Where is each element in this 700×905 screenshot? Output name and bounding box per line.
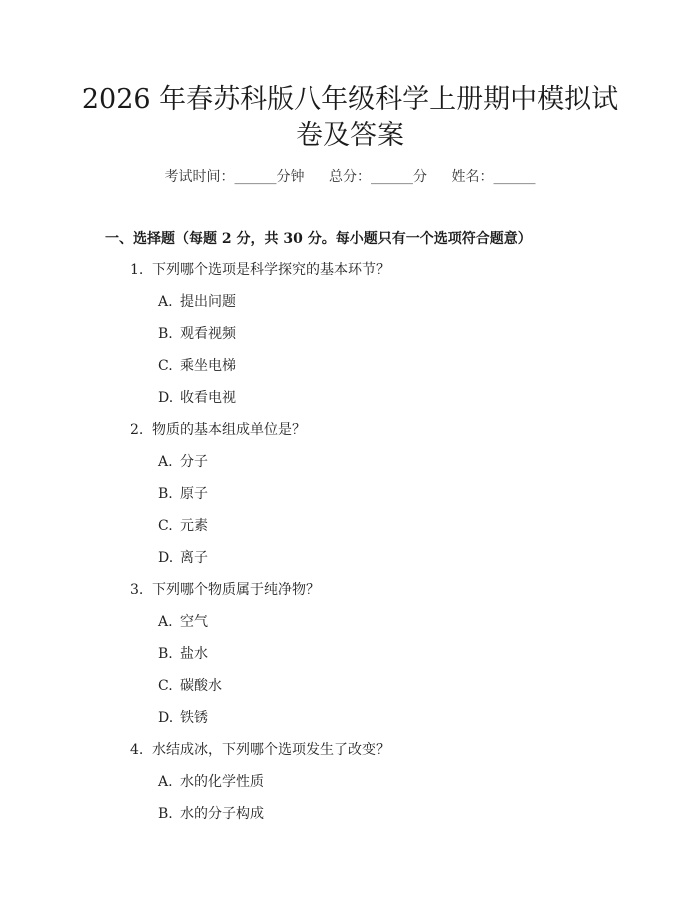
option-letter: C. bbox=[158, 678, 173, 694]
option-letter: A. bbox=[158, 294, 173, 310]
option-text: 元素 bbox=[180, 518, 208, 534]
option-letter: A. bbox=[158, 774, 173, 790]
question-text: 物质的基本组成单位是？ bbox=[152, 422, 306, 438]
question-4-option-a bbox=[158, 772, 264, 792]
question-1-option-b bbox=[158, 324, 236, 344]
total-score-field: 总分：______分 bbox=[329, 169, 427, 185]
option-letter: C. bbox=[158, 518, 173, 534]
option-letter: B. bbox=[158, 806, 173, 822]
exam-info-row bbox=[0, 167, 700, 187]
question-2-option-c bbox=[158, 516, 208, 536]
option-letter: D. bbox=[158, 710, 174, 726]
question-4 bbox=[130, 740, 390, 760]
question-3-option-a bbox=[158, 612, 208, 632]
option-letter: B. bbox=[158, 646, 173, 662]
question-text: 下列哪个物质属于纯净物？ bbox=[152, 582, 320, 598]
option-letter: C. bbox=[158, 358, 173, 374]
option-text: 碳酸水 bbox=[180, 678, 222, 694]
option-text: 盐水 bbox=[180, 646, 208, 662]
question-2-option-b bbox=[158, 484, 208, 504]
option-text: 乘坐电梯 bbox=[180, 358, 236, 374]
question-number: 1. bbox=[130, 262, 144, 278]
question-2-option-a bbox=[158, 452, 208, 472]
question-3-option-b bbox=[158, 644, 208, 664]
option-text: 收看电视 bbox=[180, 390, 236, 406]
question-2 bbox=[130, 420, 306, 440]
question-text: 水结成冰，下列哪个选项发生了改变？ bbox=[152, 742, 390, 758]
option-text: 空气 bbox=[180, 614, 208, 630]
exam-time-field: 考试时间：______分钟 bbox=[164, 169, 305, 185]
document-title-line-1: 2026 年春苏科版八年级科学上册期中模拟试 bbox=[81, 84, 619, 115]
option-text: 离子 bbox=[180, 550, 208, 566]
option-text: 分子 bbox=[180, 454, 208, 470]
question-number: 3. bbox=[130, 582, 144, 598]
option-text: 提出问题 bbox=[180, 294, 236, 310]
question-1-option-d bbox=[158, 388, 236, 408]
question-number: 2. bbox=[130, 422, 144, 438]
question-number: 4. bbox=[130, 742, 144, 758]
option-text: 铁锈 bbox=[180, 710, 208, 726]
question-3 bbox=[130, 580, 320, 600]
option-letter: B. bbox=[158, 326, 173, 342]
question-3-option-c bbox=[158, 676, 222, 696]
option-text: 水的分子构成 bbox=[180, 806, 264, 822]
document-title-line-2: 卷及答案 bbox=[296, 120, 404, 151]
question-4-option-b bbox=[158, 804, 264, 824]
question-3-option-d bbox=[158, 708, 208, 728]
option-text: 原子 bbox=[180, 486, 208, 502]
option-text: 水的化学性质 bbox=[180, 774, 264, 790]
option-text: 观看视频 bbox=[180, 326, 236, 342]
option-letter: D. bbox=[158, 390, 174, 406]
question-1 bbox=[130, 260, 390, 280]
question-1-option-c bbox=[158, 356, 236, 376]
option-letter: B. bbox=[158, 486, 173, 502]
student-name-field: 姓名：______ bbox=[451, 169, 536, 185]
question-2-option-d bbox=[158, 548, 208, 568]
section-heading-choice: 一、选择题（每题 2 分，共 30 分。每小题只有一个选项符合题意） bbox=[105, 231, 532, 247]
option-letter: A. bbox=[158, 614, 173, 630]
question-1-option-a bbox=[158, 292, 236, 312]
option-letter: A. bbox=[158, 454, 173, 470]
option-letter: D. bbox=[158, 550, 174, 566]
question-text: 下列哪个选项是科学探究的基本环节？ bbox=[152, 262, 390, 278]
